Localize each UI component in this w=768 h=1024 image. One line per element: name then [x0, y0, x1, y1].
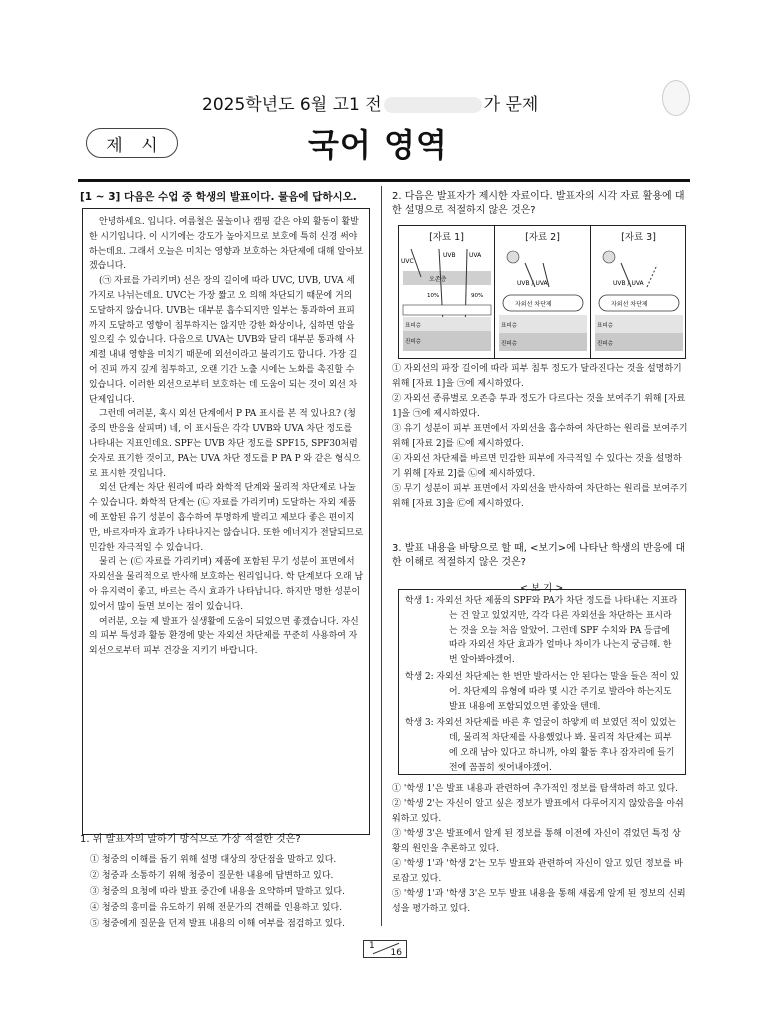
column-divider: [381, 186, 382, 926]
dermis-label: 진피층: [597, 341, 613, 347]
figure-title: [자료 1]: [429, 232, 464, 243]
uvb-label: UVB: [443, 252, 456, 259]
choice[interactable]: ③ 청중의 요청에 따라 발표 중간에 내용을 요약하며 말하고 있다.: [90, 887, 345, 897]
choice[interactable]: ② '학생 2'는 자신이 알고 싶은 정보가 발표에서 다루어지지 않았음을 아쉬워하고 있다.: [392, 799, 684, 824]
choice[interactable]: ① 청중의 이해를 돕기 위해 설명 대상의 장단점을 말하고 있다.: [90, 855, 337, 865]
choice[interactable]: ④ 청중의 흥미를 유도하기 위해 전문가의 견해를 인용하고 있다.: [90, 903, 343, 913]
student-response: 학생 2: 자외선 차단제는 한 번만 발라서는 안 된다는 말을 들은 적이 있어. 차단제의 유형에 따라 몇 시간 주기로 발라야 하는지도 발표 내용에 포함되었으면 좋았을 텐데.: [405, 671, 679, 712]
dermis-label: 진피층: [501, 341, 517, 347]
epidermis-label: 표피층: [501, 323, 517, 329]
header-rule: [78, 179, 690, 182]
subject-title: 국어 영역: [308, 126, 448, 164]
epidermis-label: 표피층: [405, 323, 421, 329]
choice[interactable]: ② 청중과 소통하기 위해 청중이 질문한 내용에 답변하고 있다.: [90, 871, 334, 881]
passage-paragraph: 외선 단계는 차단 원리에 따라 화학적 단계와 물리적 차단제로 나눌 수 있습니다. 화학적 단계는 (㉡ 자료를 가리키며) 도달하는 자외 제품에 포함된 유기 성분이 흡수하여 투명하게 발리고 제보다 좋은 편이지만, 바르자마자 효과가 나타나지는 않습니다. 또한 에너지가 전달되므로 민감한 자극적일 수 있습니다.: [89, 483, 364, 553]
student-response: 학생 3: 자외선 차단제를 바른 후 얼굴이 하얗게 떠 보였던 적이 있었는데, 물리적 차단제를 사용했었나 봐. 물리적 차단제는 피부에 오래 남아 있다고 하니까, 야외 활동 후나 잠자리에 들기 전에 꼼꼼히 씻어내야겠어.: [405, 718, 677, 773]
choice[interactable]: ⑤ 무기 성분이 피부 표면에서 자외선을 반사하여 차단하는 원리를 보여주기 위해 [자료 3]을 ㉢에 제시하였다.: [392, 484, 688, 509]
figure-2: [495, 226, 591, 358]
uvc-label: UVC: [401, 258, 414, 265]
choice[interactable]: ⑤ '학생 1'과 '학생 3'은 모두 발표 내용을 통해 새롭게 알게 된 정보의 신뢰성을 평가하고 있다.: [392, 889, 686, 914]
chemical-sunscreen-diagram: [495, 243, 590, 355]
question-1-choices: [90, 852, 380, 932]
current-page: 1: [369, 941, 375, 951]
exam-title: [202, 90, 538, 115]
choice[interactable]: ② 자외선 종류별로 오존층 투과 정도가 다르다는 것을 보여주기 위해 [자료 1]을 ㉠에 제시하였다.: [392, 394, 686, 419]
pct90-label: 90%: [471, 293, 484, 299]
question-set-title: [1 ~ 3] 다음은 수업 중 학생의 발표이다. 물음에 답하시오.: [80, 191, 357, 203]
student-response: 학생 1: 자외선 차단 제품의 SPF와 PA가 차단 정도를 나타내는 지표라는 건 알고 있었지만, 각각 다른 자외선을 차단하는 표시라는 것을 오늘 처음 알았어. 그런데 SPF 수치와 PA 등급에 따라 자외선 차단 효과가 얼마나 차이가 나는지 궁금해. 한번 알아봐야겠어.: [405, 596, 678, 666]
ozone-label: 오존층: [429, 276, 447, 283]
uvbuva-label: UVB / UVA: [613, 280, 644, 287]
passage-paragraph: 안녕하세요. 입니다. 여름철은 물놀이나 캠핑 같은 야외 활동이 활발한 시기입니다. 이 시기에는 강도가 높아지므로 보호에 특히 신경 써야 하는데요. 그래서 오늘은 미치는 영향과 보호하는 차단제에 대해 알아보겠습니다.: [89, 217, 364, 272]
exam-title-post: 가 문제: [483, 95, 539, 115]
choice[interactable]: ④ 자외선 차단제를 바르면 민감한 피부에 자극적일 수 있다는 것을 설명하기 위해 [자료 2]를 ㉡에 제시하였다.: [392, 454, 682, 479]
exam-title-pre: 2025학년도 6월 고1 전: [202, 95, 382, 115]
passage-paragraph: 물리 는 (㉢ 자료를 가리키며) 제품에 포함된 무기 성분이 표면에서 자외선을 물리적으로 반사해 보호하는 원리입니다. 학 단계보다 오래 남아 유지력이 좋고, 바르는 즉시 효과가 나타납니다. 하지만 명한 성분이 있어서 많이 들면 보이는 점이 있습니다.: [89, 557, 364, 612]
uvbuva-label: UVB / UVA: [517, 280, 548, 287]
question-3-choices: [392, 782, 688, 917]
pct10-label: 10%: [427, 293, 440, 299]
uva-label: UVA: [469, 252, 482, 259]
passage-paragraph: 여러분, 오늘 제 발표가 실생활에 도움이 되었으면 좋겠습니다. 자신의 피부 특성과 활동 환경에 맞는 자외선 차단제를 꾸준히 사용하여 자외선으로부터 피부 건강을 지키기 바랍니다.: [89, 616, 359, 657]
choice[interactable]: ⑤ 청중에게 질문을 던져 발표 내용의 이해 여부를 점검하고 있다.: [90, 919, 345, 929]
total-pages: 16: [390, 948, 402, 958]
epidermis-label: 표피층: [597, 323, 613, 329]
page-number: [363, 940, 407, 958]
choice[interactable]: ④ '학생 1'과 '학생 2'는 모두 발표와 관련하여 자신이 알고 있던 정보를 바로잡고 있다.: [392, 859, 683, 884]
uv-ozone-diagram: [399, 243, 494, 355]
sun-icon: [507, 251, 519, 263]
bogi-box: [398, 589, 686, 775]
exam-period-tag: [86, 128, 178, 158]
block-label: 자외선 차단제: [515, 301, 552, 308]
bogi-label: < 보 기 >: [520, 583, 564, 594]
block-label: 자외선 차단제: [611, 301, 648, 308]
redacted-region: [384, 97, 482, 113]
sun-icon: [603, 251, 615, 263]
choice[interactable]: ① 자외선의 파장 길이에 따라 피부 침투 정도가 달라진다는 것을 설명하기 위해 [자료 1]을 ㉠에 제시하였다.: [392, 364, 682, 389]
figure-3: [591, 226, 686, 358]
choice[interactable]: ① '학생 1'은 발표 내용과 관련하여 추가적인 정보를 탐색하려 하고 있다.: [392, 784, 678, 794]
passage-box: [82, 208, 370, 835]
tag-left: 제: [106, 135, 123, 156]
ozone-layer: [403, 271, 491, 285]
dermis-label: 진피층: [405, 339, 421, 345]
figure-title: [자료 3]: [621, 232, 656, 243]
physical-sunscreen-diagram: [591, 243, 686, 355]
choice[interactable]: ③ 유기 성분이 피부 표면에서 자외선을 흡수하여 차단하는 원리를 보여주기 위해 [자료 2]를 ㉡에 제시하였다.: [392, 424, 688, 449]
figure-title: [자료 2]: [525, 232, 560, 243]
figure-1: [399, 226, 495, 358]
question-2-stem: 2. 다음은 발표자가 제시한 자료이다. 발표자의 시각 자료 활용에 대한 설명으로 적절하지 않은 것은?: [392, 191, 685, 217]
choice[interactable]: ③ '학생 3'은 발표에서 알게 된 정보를 통해 이전에 자신이 겪었던 특정 상황의 원인을 추론하고 있다.: [392, 829, 681, 854]
question-3-stem: 3. 발표 내용을 바탕으로 할 때, <보기>에 나타난 학생의 반응에 대한 이해로 적절하지 않은 것은?: [392, 543, 686, 569]
passage-paragraph: (㉠ 자료를 가리키며) 선은 장의 길이에 따라 UVC, UVB, UVA 세 가지로 나뉘는데요. UVC는 가장 짧고 오 의해 차단되기 때문에 거의 도달하지 않습니다. UVB는 대부분 흡수되지만 일부는 통과하여 표피까지 도달하고 영향이 침투하지는 않지만 강한 화상이나, 심하면 암을 일으킬 수 있습니다. 다음으로 UVA는 UVB와 달리 대부분 통과해 사계절 내내 영향을 미치기 때문에 외선이라고 불리기도 합니다. 가장 길어 진피 까지 깊게 침투하고, 오랜 기간 노출 시에는 노화를 촉진할 수 있습니다. 이러한 외선으로부터 보호하는 데 도움이 되는 것이 외선 차단제입니다.: [89, 276, 358, 405]
reflected-ray: [647, 265, 657, 287]
question-2-choices: [392, 362, 688, 512]
wavelength-bar: [403, 305, 491, 315]
tag-right: 시: [141, 135, 158, 156]
passage-paragraph: 그런데 여러분, 혹시 외선 단계에서 P PA 표시를 본 적 있나요? (청중의 반응을 살피며) 네, 이 표시들은 각각 UVB와 UVA 차단 정도를 나타내는 지표인데요. SPF는 UVB 차단 정도를 SPF15, SPF30처럼 숫자로 표기한 것이고, PA는 UVA 차단 정도를 P PA P 와 같은 형식으로 표시한 것입니다.: [89, 409, 361, 479]
question-1-stem: 1. 위 발표자의 말하기 방식으로 가장 적절한 것은?: [80, 834, 301, 845]
redacted-mark: [662, 80, 690, 116]
figure-box: [398, 225, 686, 359]
